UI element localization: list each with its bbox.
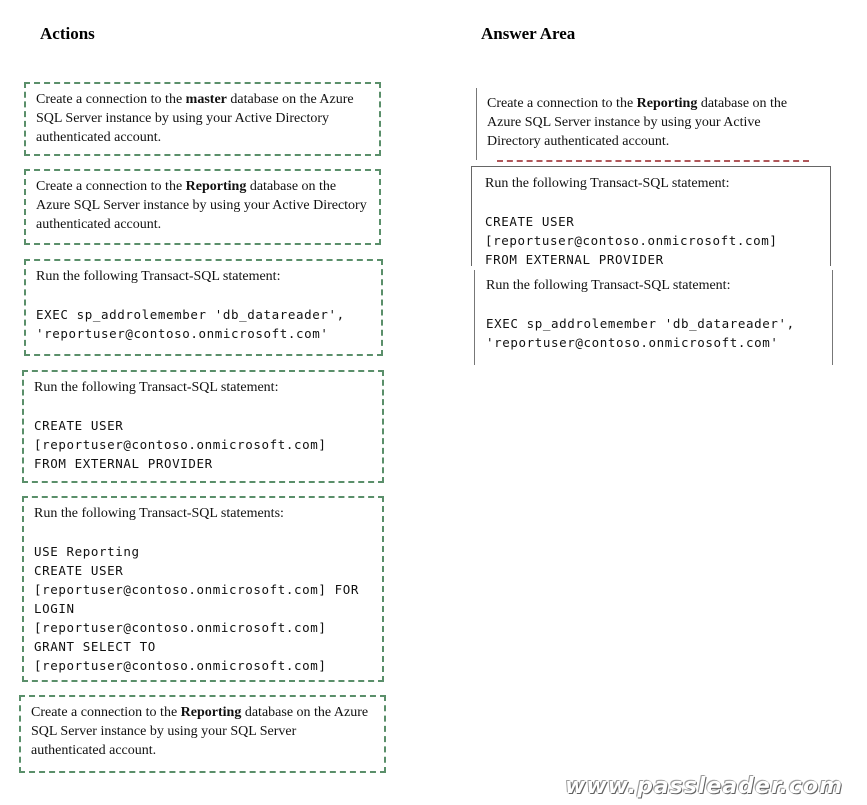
answer-text-bold: Reporting	[636, 96, 698, 111]
action-text: Create a connection to the	[31, 705, 181, 720]
action-text: Create a connection to the	[36, 92, 186, 107]
action-text: database on the Azure SQL Server instance by using your Active Directory authenticated account.	[36, 92, 354, 145]
action-code: CREATE USER [reportuser@contoso.onmicrosoft.com] FROM EXTERNAL PROVIDER	[34, 418, 327, 471]
action-text: Create a connection to the	[36, 179, 186, 194]
answer-item-connect-reporting-ad[interactable]	[476, 88, 826, 160]
action-intro: Run the following Transact-SQL statement:	[36, 269, 281, 284]
action-item-connect-reporting-sql[interactable]	[19, 695, 386, 773]
action-item-connect-master[interactable]	[24, 82, 381, 156]
action-intro: Run the following Transact-SQL statement:	[34, 380, 279, 395]
action-code: EXEC sp_addrolemember 'db_datareader', 'reportuser@contoso.onmicrosoft.com'	[36, 307, 345, 341]
action-text-bold: master	[185, 92, 227, 107]
action-code: USE Reporting CREATE USER [reportuser@contoso.onmicrosoft.com] FOR LOGIN [reportuser@contoso.onmicrosoft.com] GRANT SELECT TO [reportuser@contoso.onmicrosoft.com]	[34, 544, 360, 673]
action-item-addrolemember[interactable]	[24, 259, 383, 356]
action-item-create-user-external[interactable]	[22, 370, 384, 483]
answer-intro: Run the following Transact-SQL statement:	[485, 176, 730, 191]
answer-item-addrolemember[interactable]	[474, 270, 833, 365]
answer-area-heading: Answer Area	[481, 24, 576, 43]
answer-text: database on the Azure SQL Server instance by using your Active Directory authenticated account.	[487, 96, 788, 149]
answer-intro: Run the following Transact-SQL statement:	[486, 278, 731, 293]
action-text-bold: Reporting	[180, 705, 242, 720]
action-item-use-reporting-create-user-login[interactable]	[22, 496, 384, 682]
watermark-logo: www.passleader.com	[565, 774, 843, 799]
answer-text: Create a connection to the	[487, 96, 637, 111]
answer-code: CREATE USER [reportuser@contoso.onmicrosoft.com] FROM EXTERNAL PROVIDER	[485, 214, 778, 267]
answer-item-create-user-external[interactable]	[471, 166, 831, 266]
answer-divider	[497, 160, 809, 162]
action-text-bold: Reporting	[185, 179, 247, 194]
actions-heading: Actions	[40, 24, 95, 43]
action-text: database on the Azure SQL Server instance by using your SQL Server authenticated account.	[31, 705, 369, 758]
action-intro: Run the following Transact-SQL statements:	[34, 506, 284, 521]
answer-code: EXEC sp_addrolemember 'db_datareader', 'reportuser@contoso.onmicrosoft.com'	[486, 316, 795, 350]
action-text: database on the Azure SQL Server instance by using your Active Directory authenticated account.	[36, 179, 367, 232]
action-item-connect-reporting-ad[interactable]	[24, 169, 381, 245]
